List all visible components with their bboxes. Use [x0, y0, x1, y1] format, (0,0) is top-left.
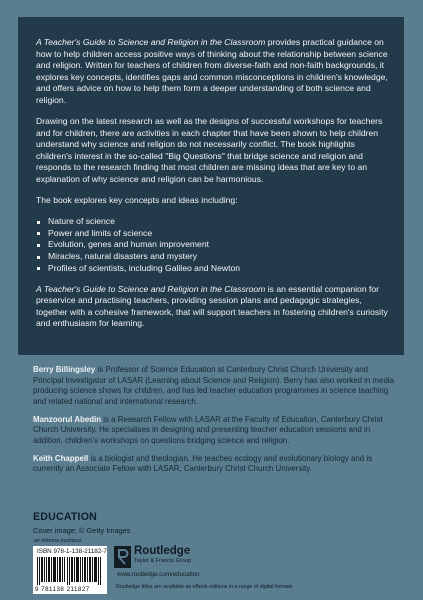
- concepts-lead: The book explores key concepts and ideas including:: [36, 195, 238, 206]
- author-name: Keith Chappell: [33, 453, 89, 463]
- barcode-icon: [37, 557, 103, 585]
- author-bio: [33, 454, 395, 475]
- isbn-number: ISBN 978-1-138-21182-7: [37, 548, 107, 555]
- list-item: Profiles of scientists, including Galileo and Newton: [36, 263, 388, 275]
- book-title: A Teacher's Guide to Science and Religion in the Classroom: [36, 37, 266, 47]
- publisher-url[interactable]: www.routledge.com/education: [117, 571, 200, 578]
- routledge-logo-icon: [114, 546, 131, 568]
- description-text: [36, 37, 388, 340]
- book-title: A Teacher's Guide to Science and Religion in the Classroom: [36, 283, 266, 294]
- author-name: Manzoorul Abedin: [33, 414, 102, 424]
- list-item: Nature of science: [36, 216, 388, 228]
- ebook-note: Routledge titles are available as eBook editions in a range of digital formats: [116, 584, 293, 590]
- publisher-name: Routledge: [134, 545, 191, 557]
- subject-category: EDUCATION: [33, 511, 97, 523]
- closing-paragraph: [36, 284, 388, 330]
- intro-paragraph: [36, 37, 388, 107]
- author-bio-text: is a Research Fellow with LASAR at the Faculty of Education, Canterbury Christ Church University. He specialises in designing and presenting teacher education sessions and in addition, children's workshops on questions bridging science and religion.: [33, 414, 383, 445]
- closing-text: is an essential companion for preservice and practising teachers, providing session plans and pedagogic strategies, together with a cohesive framework, that will support teachers in fostering children's curiosity and enthusiasm for learning.: [36, 283, 388, 329]
- author-bio-text: is a biologist and theologian. He teaches ecology and evolutionary biology and is currently an Associate Fellow with LASAR, Canterbury Christ Church University.: [33, 453, 373, 473]
- list-item: Evolution, genes and human improvement: [36, 239, 388, 251]
- publisher-group: Taylor & Francis Group: [134, 558, 192, 564]
- author-bio: [33, 415, 395, 447]
- isbn-barcode: [33, 546, 107, 594]
- list-item: Power and limits of science: [36, 228, 388, 240]
- list-item: Miracles, natural disasters and mystery: [36, 251, 388, 263]
- author-bios: [33, 365, 395, 482]
- author-bio: [33, 365, 395, 407]
- concepts-list: [36, 216, 388, 274]
- intro-text: provides practical guidance on how to help children access positive ways of thinking about the relationship between science and religion. Written for teachers of children from diverse-faith and non-faith backgrounds, it explores key concepts, identifies gaps and common misconceptions in children's knowledge, and offers advice on how to help them form a deeper understanding of both science and religion.: [36, 37, 388, 105]
- research-paragraph: Drawing on the latest research as well as the designs of successful workshops for teachers and for children, there are activities in each chapter that have been shown to help children understand why science and religion do not necessarily conflict. The book highlights children's interest in the so-called "Big Questions" that bridge science and religion and responds to the research finding that most children are missing ideas that are key to an explanation of why science and religion can be harmonious.: [36, 116, 383, 185]
- description-panel: [18, 17, 404, 355]
- ean-number: 9 781138 211827: [35, 586, 90, 593]
- informa-tagline: an informa business: [34, 538, 82, 544]
- author-bio-text: is Professor of Science Education at Canterbury Christ Church University and Principal Investigator of LASAR (Learning about Science and Religion). Berry has also worked in media producing science shows for children, and has led teacher education programmes in science teaching and related national and international research.: [33, 365, 394, 406]
- cover-credit: Cover image: © Getty Images: [33, 526, 131, 535]
- author-name: Berry Billingsley: [33, 365, 96, 374]
